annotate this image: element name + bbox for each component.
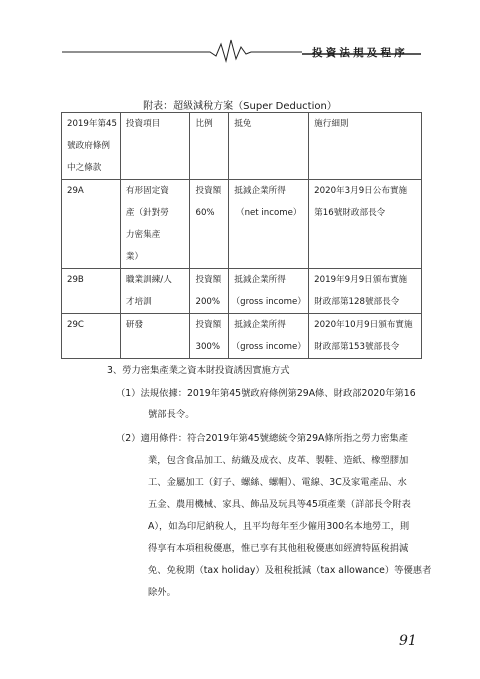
header-ratio <box>190 113 229 180</box>
header-line: 抵免 <box>234 119 252 129</box>
cell-line: 投資額 <box>195 186 222 196</box>
cell-line: 2020年3月9日公布實施 <box>314 186 408 196</box>
super-deduction-table <box>61 112 422 359</box>
cell-line: 財政部第128號部長令 <box>314 297 400 307</box>
paragraph-line: 號部長令。 <box>148 409 195 420</box>
cell-line: 力密集產 <box>125 230 161 240</box>
cell-offset <box>229 314 309 359</box>
cell-clause <box>62 269 121 314</box>
header-offset <box>229 113 309 180</box>
header-title: 投資法規及程序 <box>312 47 408 59</box>
page-number: 91 <box>399 633 417 649</box>
paragraph-line: 業，包含食品加工、紡織及成衣、皮革、製鞋、造紙、橡塑膠加 <box>148 455 409 466</box>
header-line: 投資項目 <box>125 119 161 129</box>
cell-line: 2019年9月9日頒布實施 <box>314 275 408 285</box>
cell-rule <box>309 180 422 269</box>
cell-offset <box>229 269 309 314</box>
cell-line: （net income） <box>235 208 302 218</box>
cell-clause <box>62 314 121 359</box>
cell-line: 2020年10月9日頒布實施 <box>314 320 413 330</box>
table-header-row <box>62 113 422 180</box>
header-line: 施行細則 <box>314 119 349 129</box>
cell-line: 才培訓 <box>125 297 152 307</box>
cell-line: 財政部第153號部長令 <box>314 342 400 352</box>
heartbeat-line-decoration <box>0 30 480 70</box>
cell-item <box>120 180 190 269</box>
header-line: 號政府條例 <box>67 141 110 151</box>
header-clause <box>62 113 121 180</box>
cell-line: 200% <box>195 297 221 307</box>
cell-clause <box>62 180 121 269</box>
cell-line: 第16號財政部長令 <box>314 208 386 218</box>
cell-ratio <box>190 314 229 359</box>
table-row <box>62 180 422 269</box>
section-heading: 3、勞力密集產業之資本財投資誘因實施方式 <box>107 365 290 376</box>
table-row <box>62 314 422 359</box>
paragraph-line: 工、金屬加工（釘子、螺絲、螺帽）、電線、3C及家電產品、水 <box>148 477 407 488</box>
table-row <box>62 269 422 314</box>
header-line: 2019年第45 <box>67 119 117 129</box>
paragraph-line: （2）適用條件：符合2019年第45號總統令第29A條所指之勞力密集產 <box>116 433 409 444</box>
cell-line: 研發 <box>125 320 144 330</box>
cell-item <box>120 314 190 359</box>
paragraph-line: 得享有本項租稅優惠，惟已享有其他租稅優惠如經濟特區稅捐減 <box>148 543 409 554</box>
cell-ratio <box>190 180 229 269</box>
cell-rule <box>309 314 422 359</box>
table-title: 附表：超級減稅方案（Super Deduction） <box>143 101 337 112</box>
paragraph-line: （1）法規依據：2019年第45號政府條例第29A條、財政部2020年第16 <box>116 388 416 399</box>
cell-rule <box>309 269 422 314</box>
cell-line: 抵減企業所得 <box>234 320 286 330</box>
cell-line: 抵減企業所得 <box>234 186 286 196</box>
cell-line: （gross income） <box>231 297 306 307</box>
header-line: 中之條款 <box>67 163 102 173</box>
header-rule <box>309 113 422 180</box>
cell-line: 300% <box>195 342 221 352</box>
cell-offset <box>229 180 309 269</box>
cell-line: 職業訓練/人 <box>125 275 172 285</box>
header-item <box>120 113 190 180</box>
paragraph-line: 免、免稅期（tax holiday）及租稅抵減（tax allowance）等優惠者 <box>148 565 432 576</box>
paragraph-line: 五金、農用機械、家具、飾品及玩具等45項產業（詳部長令附表 <box>148 499 411 510</box>
cell-line: （gross income） <box>231 342 306 352</box>
cell-line: 產（針對勞 <box>125 208 169 218</box>
cell-line: 29A <box>67 186 84 196</box>
paragraph-line: 除外。 <box>148 587 176 598</box>
paragraph-line: A），如為印尼納稅人，且平均每年至少僱用300名本地勞工，則 <box>148 521 410 532</box>
cell-line: 業） <box>125 252 144 262</box>
cell-line: 29B <box>67 275 84 285</box>
cell-line: 60% <box>195 208 215 218</box>
cell-line: 有形固定資 <box>125 186 169 196</box>
cell-ratio <box>190 269 229 314</box>
running-header <box>0 30 480 70</box>
cell-line: 29C <box>67 320 84 330</box>
cell-item <box>120 269 190 314</box>
header-line: 比例 <box>195 119 213 129</box>
cell-line: 抵減企業所得 <box>234 275 286 285</box>
cell-line: 投資額 <box>195 320 222 330</box>
cell-line: 投資額 <box>195 275 222 285</box>
